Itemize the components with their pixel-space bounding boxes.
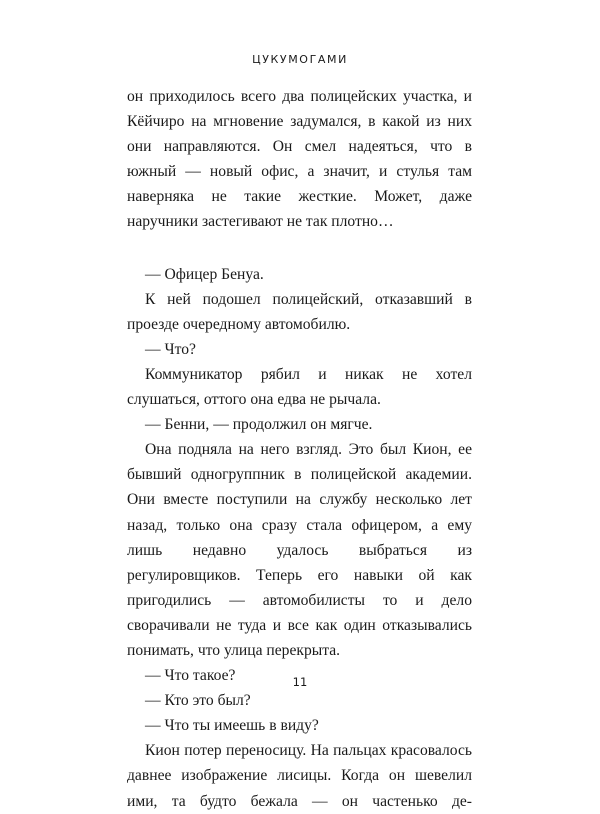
paragraph-4: — Что? bbox=[145, 340, 196, 358]
paragraph-1: он приходилось всего два полицейских участка, и Кёйчиро на мгновение задумался, в какой из них они направляются. Он смел надеяться, что в южный — новый офис, а значит, и стулья там наверняка не такие жесткие. Может, даже наручники застегивают не так плотно… bbox=[127, 88, 472, 231]
paragraph-7: Она подняла на него взгляд. Это был Кион, ее бывший одногруппник в полицейской академии. Они вместе поступили на службу несколько лет назад, только она сразу стала офицером, а ему лишь недавно удалось выбраться из регулировщиков. Теперь его навыки ой как пригодились — автомобилисты то и дело сворачивали не туда и все как один отказывались понимать, что улица перекрыта. bbox=[127, 441, 472, 659]
paragraph-8: — Что такое? bbox=[145, 667, 236, 685]
paragraph-6: — Бенни, — продолжил он мягче. bbox=[145, 416, 373, 434]
paragraph-11: Кион потер переносицу. На пальцах красовалось давнее изображение лисицы. Когда он шевелил ими, та будто бежала — он частенько де- bbox=[127, 742, 472, 810]
paragraph-10: — Что ты имеешь в виду? bbox=[145, 717, 319, 735]
section-break bbox=[127, 235, 472, 262]
running-head: ЦУКУМОГАМИ bbox=[252, 53, 348, 66]
body-text bbox=[127, 84, 472, 814]
paragraph-9: — Кто это был? bbox=[145, 692, 251, 710]
paragraph-3: К ней подошел полицейский, отказавший в проезде очередному автомобилю. bbox=[127, 290, 472, 333]
page-number: 11 bbox=[292, 675, 308, 689]
paragraph-5: Коммуникатор рябил и никак не хотел слушаться, оттого она едва не рычала. bbox=[127, 365, 472, 409]
paragraph-2: — Офицер Бенуа. bbox=[145, 265, 264, 283]
